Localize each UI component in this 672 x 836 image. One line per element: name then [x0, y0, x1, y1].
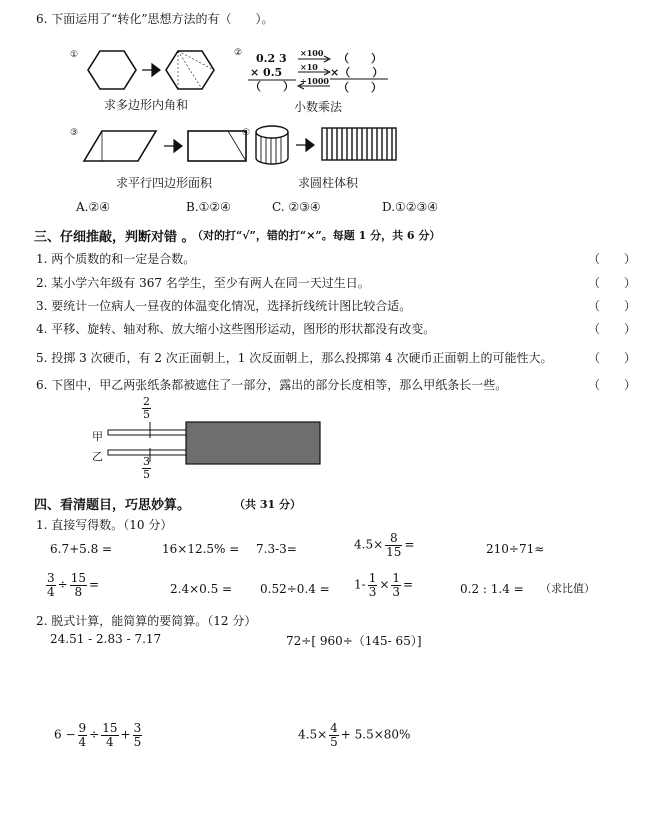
marker-4: ④ — [242, 128, 251, 138]
mult-left-paren: （ ） — [250, 80, 294, 93]
caption-1: 求多边形内角和 — [104, 98, 189, 112]
calc-1: 6.7+5.8 = — [50, 542, 113, 556]
parallelogram-figure — [80, 128, 250, 164]
caption-4: 求圆柱体积 — [298, 176, 359, 190]
expr-1: 24.51 - 2.83 - 7.17 — [50, 632, 162, 646]
section-4-points: （共 31 分） — [234, 498, 301, 511]
op-1: ×100 — [300, 48, 324, 58]
answer-paren-6[interactable]: （ ） — [588, 378, 637, 392]
caption-3: 求平行四边形面积 — [116, 176, 213, 190]
section-3-title: 三、仔细推敲，判断对错 。 — [34, 230, 195, 245]
marker-3: ③ — [70, 128, 79, 138]
answer-paren-1[interactable]: （ ） — [588, 252, 637, 266]
hexagon-figure — [80, 48, 220, 92]
answer-paren-5[interactable]: （ ） — [588, 351, 637, 365]
cylinder-figure — [252, 124, 402, 166]
calc-7: 2.4×0.5 = — [170, 582, 233, 596]
calc-5: 210÷71≈ — [486, 542, 545, 556]
mult-right-3: （ ） — [338, 81, 382, 94]
op-3: ÷1000 — [300, 76, 329, 86]
marker-1: ① — [70, 50, 79, 60]
answer-paren-2[interactable]: （ ） — [588, 276, 637, 290]
q6-stem: 6. 下面运用了“转化”思想方法的有（ ）。 — [36, 12, 274, 26]
calc-10: 0.2 : 1.4 = — [460, 582, 524, 596]
arrows — [298, 58, 334, 88]
expr-3: 6 − $\frac{9}{4}$ ÷ $\frac{15}{4}$ + $\frac{3}{5}$ — [54, 721, 142, 749]
marker-2: ② — [234, 48, 243, 58]
answer-paren-3[interactable]: （ ） — [588, 299, 637, 313]
calc-3: 7.3-3= — [256, 542, 297, 556]
option-d: D.①②③④ — [382, 200, 439, 214]
fraction-bottom: $\frac{3}{5}$ — [143, 455, 150, 481]
caption-2: 小数乘法 — [294, 100, 343, 114]
part-2-title: 2. 脱式计算，能简算的要简算。（12 分） — [36, 614, 257, 628]
section-3-note: （对的打“√”，错的打“×”。每题 1 分，共 6 分） — [192, 229, 441, 242]
section-4-title: 四、看清题目，巧思妙算。 — [34, 498, 191, 513]
judge-item-4: 4. 平移、旋转、轴对称、放大缩小这些图形运动，图形的形状都没有改变。 — [36, 322, 436, 336]
judge-item-6: 6. 下图中，甲乙两张纸条都被遮住了一部分，露出的部分长度相等，那么甲纸条长一些。 — [36, 378, 508, 392]
paper-strips-figure — [104, 420, 324, 466]
calc-4: 4.5× $\frac{8}{15}$ = — [354, 531, 415, 559]
answer-paren-4[interactable]: （ ） — [588, 322, 637, 336]
mult-b: × 0.5 — [250, 66, 283, 79]
judge-item-2: 2. 某小学六年级有 367 名学生，至少有两人在同一天过生日。 — [36, 276, 370, 290]
op-2: ×10 — [300, 62, 318, 72]
judge-item-3: 3. 要统计一位病人一昼夜的体温变化情况，选择折线统计图比较合适。 — [36, 299, 412, 313]
fraction-top: $\frac{2}{5}$ — [143, 395, 150, 421]
mult-right-1: （ ） — [338, 52, 382, 65]
calc-9: 1- $\frac{1}{3}$ × $\frac{1}{3}$ = — [354, 571, 414, 599]
option-b: B.①②④ — [186, 200, 231, 214]
calc-6: $\frac{3}{4}$ ÷ $\frac{15}{8}$ = — [47, 571, 100, 599]
option-a: A.②④ — [76, 200, 110, 214]
mult-a: 0.2 3 — [256, 52, 287, 65]
label-yi: 乙 — [92, 450, 103, 463]
label-jia: 甲 — [92, 430, 103, 443]
option-c: C. ②③④ — [272, 200, 321, 214]
judge-item-1: 1. 两个质数的和一定是合数。 — [36, 252, 196, 266]
expr-4: 4.5× $\frac{4}{5}$ + 5.5×80% — [298, 721, 411, 749]
part-1-title: 1. 直接写得数。（10 分） — [36, 518, 173, 532]
mult-right-2: ×（ ） — [330, 66, 384, 79]
expr-2: 72÷[ 960÷（145- 65）] — [286, 634, 422, 648]
judge-item-5: 5. 投掷 3 次硬币，有 2 次正面朝上，1 次反面朝上，那么投掷第 4 次硬币正面朝上的可能性大。 — [36, 351, 553, 365]
calc-2: 16×12.5% = — [162, 542, 240, 556]
calc-8: 0.52÷0.4 = — [260, 582, 330, 596]
ratio-note: （求比值） — [540, 582, 595, 595]
